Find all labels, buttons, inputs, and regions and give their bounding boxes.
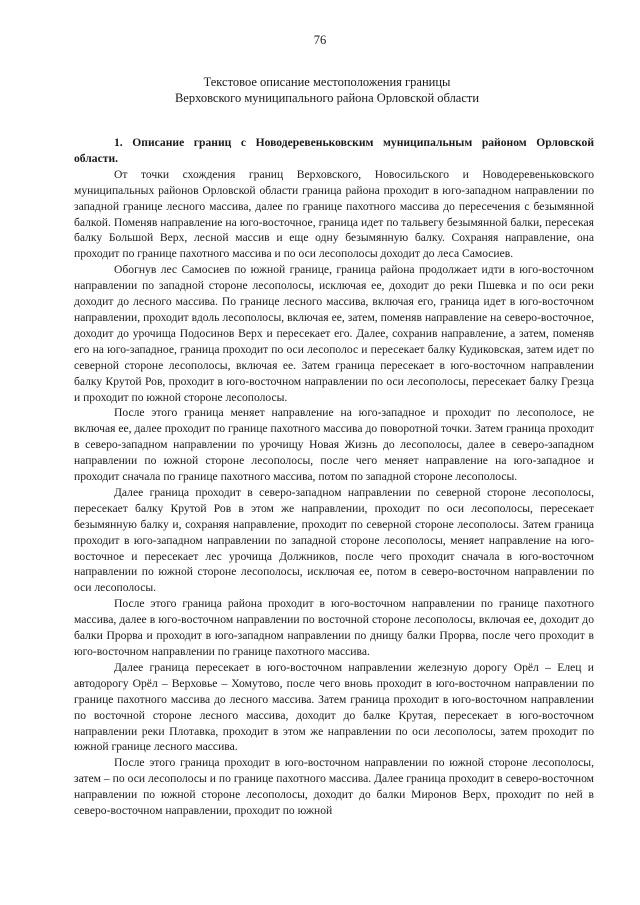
document-body: [74, 135, 594, 819]
paragraph: Далее граница пересекает в юго-восточном направлении железную дорогу Орёл – Елец и автодорогу Орёл – Верховье – Хомутово, после чего вновь проходит в юго-восточном направлении по границе пахотного массива до лесного массива. Затем граница проходит в юго-восточном направлении по восточной стороне лесного массива, доходит до балке Крутая, пересекает в юго-восточном направлении реки Плотавка, проходит в этом же направлении по оси лесополосы, затем проходит по южной границе лесного массива.: [74, 660, 594, 754]
paragraph: Далее граница проходит в северо-западном направлении по северной стороне лесополосы, пересекает балку Крутой Ров в этом же направлении, проходит по оси лесополосы, пересекает безымянную балку и, сохраняя направление, проходит по северной стороне лесополосы. Затем граница проходит в юго-западном направлении по западной стороне лесополосы, меняет направление на юго-восточное и пересекает лес урочища Должников, после чего проходит сначала в юго-восточном направлении по южной стороне лесополосы, исключая ее, потом в северо-восточном направлении по оси лесополосы.: [74, 485, 594, 595]
section-heading: 1. Описание границ с Новодеревеньковским муниципальным районом Орловской области.: [74, 136, 594, 165]
paragraph: Обогнув лес Самосиев по южной границе, граница района продолжает идти в юго-восточном направлении по западной стороне лесополосы, исключая ее, доходит до реки Пшевка и по оси реки доходит до лесного массива. По границе лесного массива, включая его, граница идет в юго-восточном направлении, проходит вдоль лесополосы, включая ее, затем, поменяв направление на северо-восточное, доходит до урочища Подосинов Верх и пересекает его. Далее, сохранив направление, а затем, поменяв его на юго-западное, граница проходит по оси лесополос и пересекает балку Кудиковская, затем идет по северной стороне лесополосы, включая ее. Затем граница пересекает в юго-восточном направлении балку Крутой Ров, проходит в юго-восточном направлении по оси лесополосы, пересекает балку Грезца и проходит по южной стороне лесополосы.: [74, 263, 594, 404]
paragraph: После этого граница района проходит в юго-восточном направлении по границе пахотного массива, далее в юго-восточном направлении по восточной стороне лесополосы, включая ее, доходит до балки Прорва и проходит в юго-западном направлении по днищу балки Прорва, после чего проходит в юго-восточном направлении по границе пахотного массива.: [74, 597, 594, 658]
paragraph: От точки схождения границ Верховского, Новосильского и Новодеревеньковского муниципальных районов Орловской области граница района проходит в юго-западном направлении по западной границе лесного массива, далее по границе пахотного массива до пересечения с безымянной балкой. Поменяв направление на юго-восточное, граница идет по тальвегу безымянной балки, пересекая балку Большой Верх, лесной массив и еще одну безымянную балку. Сохраняя направление, она проходит по границе пахотного массива и по оси лесополосы доходит до леса Самосиев.: [74, 167, 594, 261]
paragraph: После этого граница проходит в юго-восточном направлении по южной стороне лесополосы, затем – по оси лесополосы и по границе пахотного массива. Далее граница проходит в северо-восточном направлении по южной стороне лесополосы, доходит до балки Миронов Верх, проходит по ней в северо-восточном направлении, проходит по южной: [74, 756, 594, 818]
page-number: 76: [313, 33, 327, 47]
title-line-1: Текстовое описание местоположения границы: [203, 75, 451, 89]
title-line-2: Верховского муниципального района Орловской области: [174, 90, 480, 105]
paragraph: После этого граница меняет направление на юго-западное и проходит по лесополосе, не включая ее, далее проходит по границе пахотного массива до поворотной точки. Затем граница проходит в северо-западном направлении по урочищу Новая Жизнь до лесополосы, далее в северо-западном направлении по южной стороне лесополосы, после чего меняет направление на юго-западное и проходит сначала по границе пахотного массива, потом по западной стороне лесополосы.: [74, 406, 594, 484]
document-title: [80, 75, 574, 106]
